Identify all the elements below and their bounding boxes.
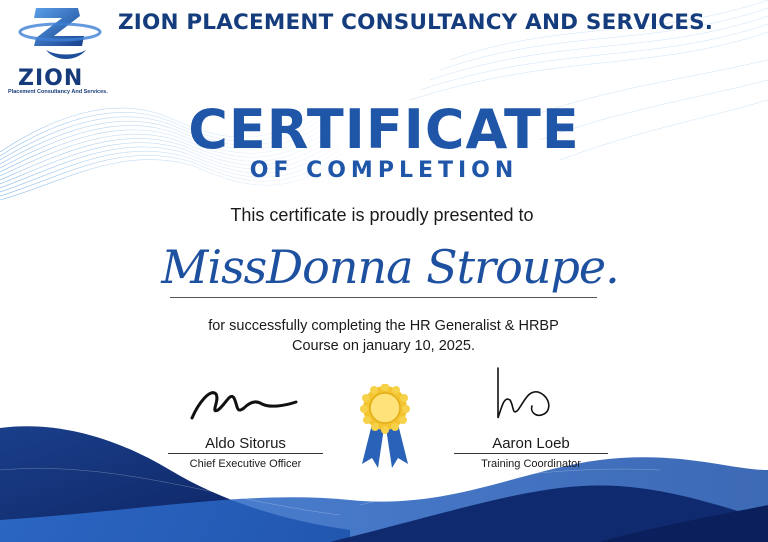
logo-tagline: Placement Consultancy And Services. — [8, 89, 108, 95]
ceo-role: Chief Executive Officer — [189, 458, 302, 470]
certificate-subtitle: OF COMPLETION — [249, 158, 519, 183]
recipient-name: MissDonna Stroupe. — [161, 240, 619, 294]
award-ribbon-icon — [356, 384, 414, 470]
coordinator-signature-line — [454, 453, 608, 454]
completion-description — [170, 316, 597, 356]
logo-wordmark: ZION — [18, 66, 84, 91]
description-line-2: Course on january 10, 2025. — [292, 338, 475, 354]
coordinator-signature-icon — [488, 366, 562, 424]
company-name: ZION PLACEMENT CONSULTANCY AND SERVICES. — [118, 10, 714, 35]
presented-text: This certificate is proudly presented to — [230, 205, 534, 225]
description-line-1: for successfully completing the HR Generalist & HRBP — [208, 318, 559, 334]
coordinator-name: Aaron Loeb — [492, 435, 570, 452]
ceo-name: Aldo Sitorus — [205, 435, 286, 452]
certificate-title: CERTIFICATE — [188, 98, 580, 161]
ceo-signature-line — [168, 453, 323, 454]
coordinator-role: Training Coordinator — [481, 458, 581, 470]
ceo-signature-icon — [188, 380, 300, 424]
recipient-underline — [170, 297, 597, 298]
